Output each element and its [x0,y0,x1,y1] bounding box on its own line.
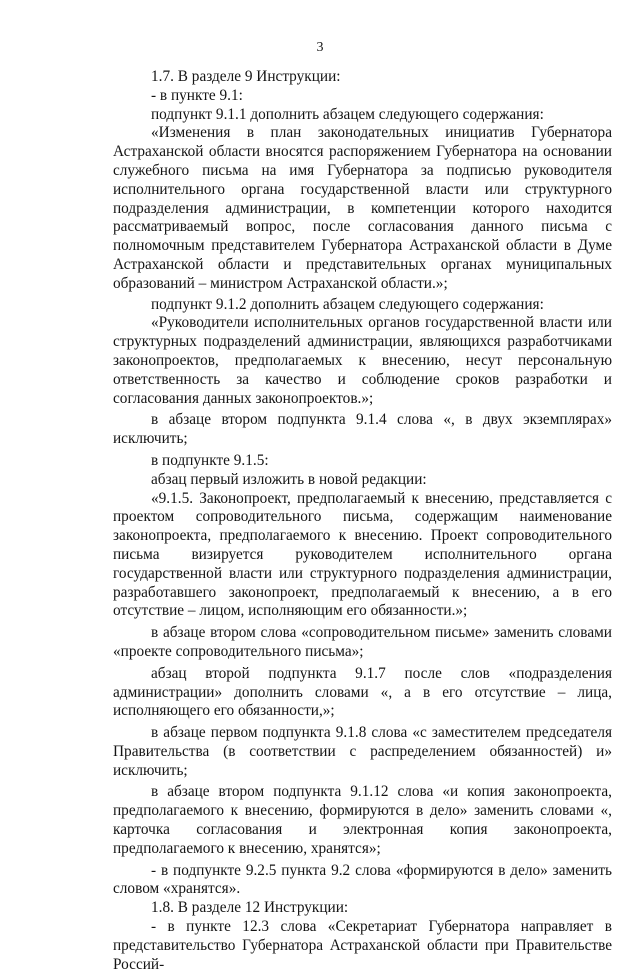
paragraph: «Изменения в план законодательных инициатив Губернатора Астраханской области вносятся распоряжением Губернатора на основании служебного письма на имя Губернатора за подписью руководителя исполнительного органа государственной власти или структурного подразделения администрации, в компетенции которого находится рассматриваемый вопрос, после согласования данного письма с полномочным представителем Губернатора Астраханской области в Думе Астраханской области и представительных органах муниципальных образований – министром Астраханской области.»; [113,124,612,292]
paragraph: - в пункте 9.1: [151,86,243,104]
paragraph: - в подпункте 9.2.5 пункта 9.2 слова «формируются в дело» заменить словом «хранятся». [113,861,612,898]
paragraph: абзац второй подпункта 9.1.7 после слов «подразделения администрации» дополнить словами «, а в его отсутствие – лица, исполняющего его обязанности,»; [113,664,612,720]
paragraph: в абзаце втором подпункта 9.1.4 слова «, в двух экземплярах» исключить; [113,411,612,448]
page-number: 3 [316,40,324,55]
paragraph: - в пункте 12.3 слова «Секретариат Губернатора направляет в представительство Губернатора Астраханской области при Правительстве Россий- [113,918,612,973]
paragraph: в абзаце первом подпункта 9.1.8 слова «с заместителем председателя Правительства (в соответствии с распределением обязанностей) и» исключить; [113,724,612,779]
section-heading: 1.7. В разделе 9 Инструкции: [151,68,341,85]
paragraph: «Руководители исполнительных органов государственной власти или структурных подразделений администрации, являющихся разработчиками законопроектов, предполагаемых к внесению, несут персональную ответственность за качество и соблюдение сроков разработки и согласования данных законопроектов.»; [113,314,612,407]
paragraph: подпункт 9.1.1 дополнить абзацем следующего содержания: [151,105,544,123]
section-heading: 1.8. В разделе 12 Инструкции: [151,899,349,917]
paragraph: абзац первый изложить в новой редакции: [151,470,427,488]
paragraph: в абзаце втором подпункта 9.1.12 слова «и копия законопроекта, предполагаемого к внесению, формируются в дело» заменить словами «, карточка согласования и электронная копия законопроекта, предполагаемого к внесению, хранятся»; [113,783,612,857]
paragraph: «9.1.5. Законопроект, предполагаемый к внесению, представляется с проектом сопроводительного письма, содержащим наименование законопроекта, предполагаемого к внесению. Проект сопроводительного письма визируется руководителем исполнительного органа государственной власти или структурного подразделения администрации, разработавшего законопроект, предполагаемый к внесению, а в его отсутствие – лицом, исполняющим его обязанности.»; [113,489,612,620]
document-body [113,68,612,974]
paragraph: в подпункте 9.1.5: [151,451,269,469]
paragraph: подпункт 9.1.2 дополнить абзацем следующего содержания: [151,295,544,313]
paragraph: в абзаце втором слова «сопроводительном письме» заменить словами «проекте сопроводительного письма»; [113,624,612,660]
